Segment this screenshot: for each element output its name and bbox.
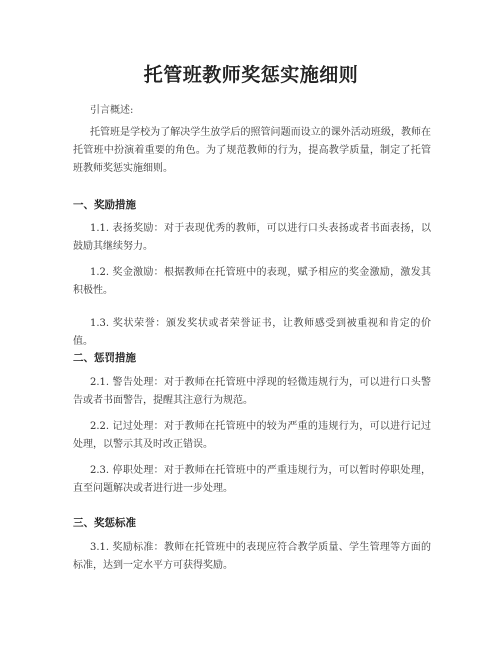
standard-item-1: 3.1. 奖励标准：教师在托管班中的表现应符合教学质量、学生管理等方面的标准，达到一定水平方可获得奖励。	[73, 542, 431, 571]
document-title: 托管班教师奖惩实施细则	[143, 64, 359, 86]
penalty-item-1: 2.1. 警告处理：对于教师在托管班中浮现的轻微违规行为，可以进行口头警告或者书面警告，提醒其注意行为规范。	[73, 377, 431, 406]
penalty-item-3: 2.3. 停职处理：对于教师在托管班中的严重违规行为，可以暂时停职处理，直至问题解决或者进行进一步处理。	[73, 465, 431, 494]
section-heading-standards: 三、奖惩标准	[73, 517, 136, 529]
section-heading-rewards: 一、奖励措施	[73, 199, 136, 211]
intro-label: 引言概述:	[90, 105, 134, 116]
reward-item-2: 1.2. 奖金激励：根据教师在托管班中的表现，赋予相应的奖金激励，激发其积极性。	[73, 267, 431, 296]
section-heading-penalties: 二、惩罚措施	[73, 352, 136, 364]
penalty-item-2: 2.2. 记过处理：对于教师在托管班中的较为严重的违规行为，可以进行记过处理，以警示其及时改正错误。	[73, 421, 431, 450]
reward-item-1: 1.1. 表扬奖励：对于表现优秀的教师，可以进行口头表扬或者书面表扬，以鼓励其继续努力。	[73, 223, 431, 252]
intro-paragraph: 托管班是学校为了解决学生放学后的照管问题而设立的课外活动班级，教师在托管班中扮演着重要的角色。为了规范教师的行为，提高教学质量，制定了托管班教师奖惩实施细则。	[73, 127, 431, 174]
reward-item-3: 1.3. 奖状荣誉：颁发奖状或者荣誉证书，让教师感受到被重视和肯定的价值。	[73, 318, 431, 347]
